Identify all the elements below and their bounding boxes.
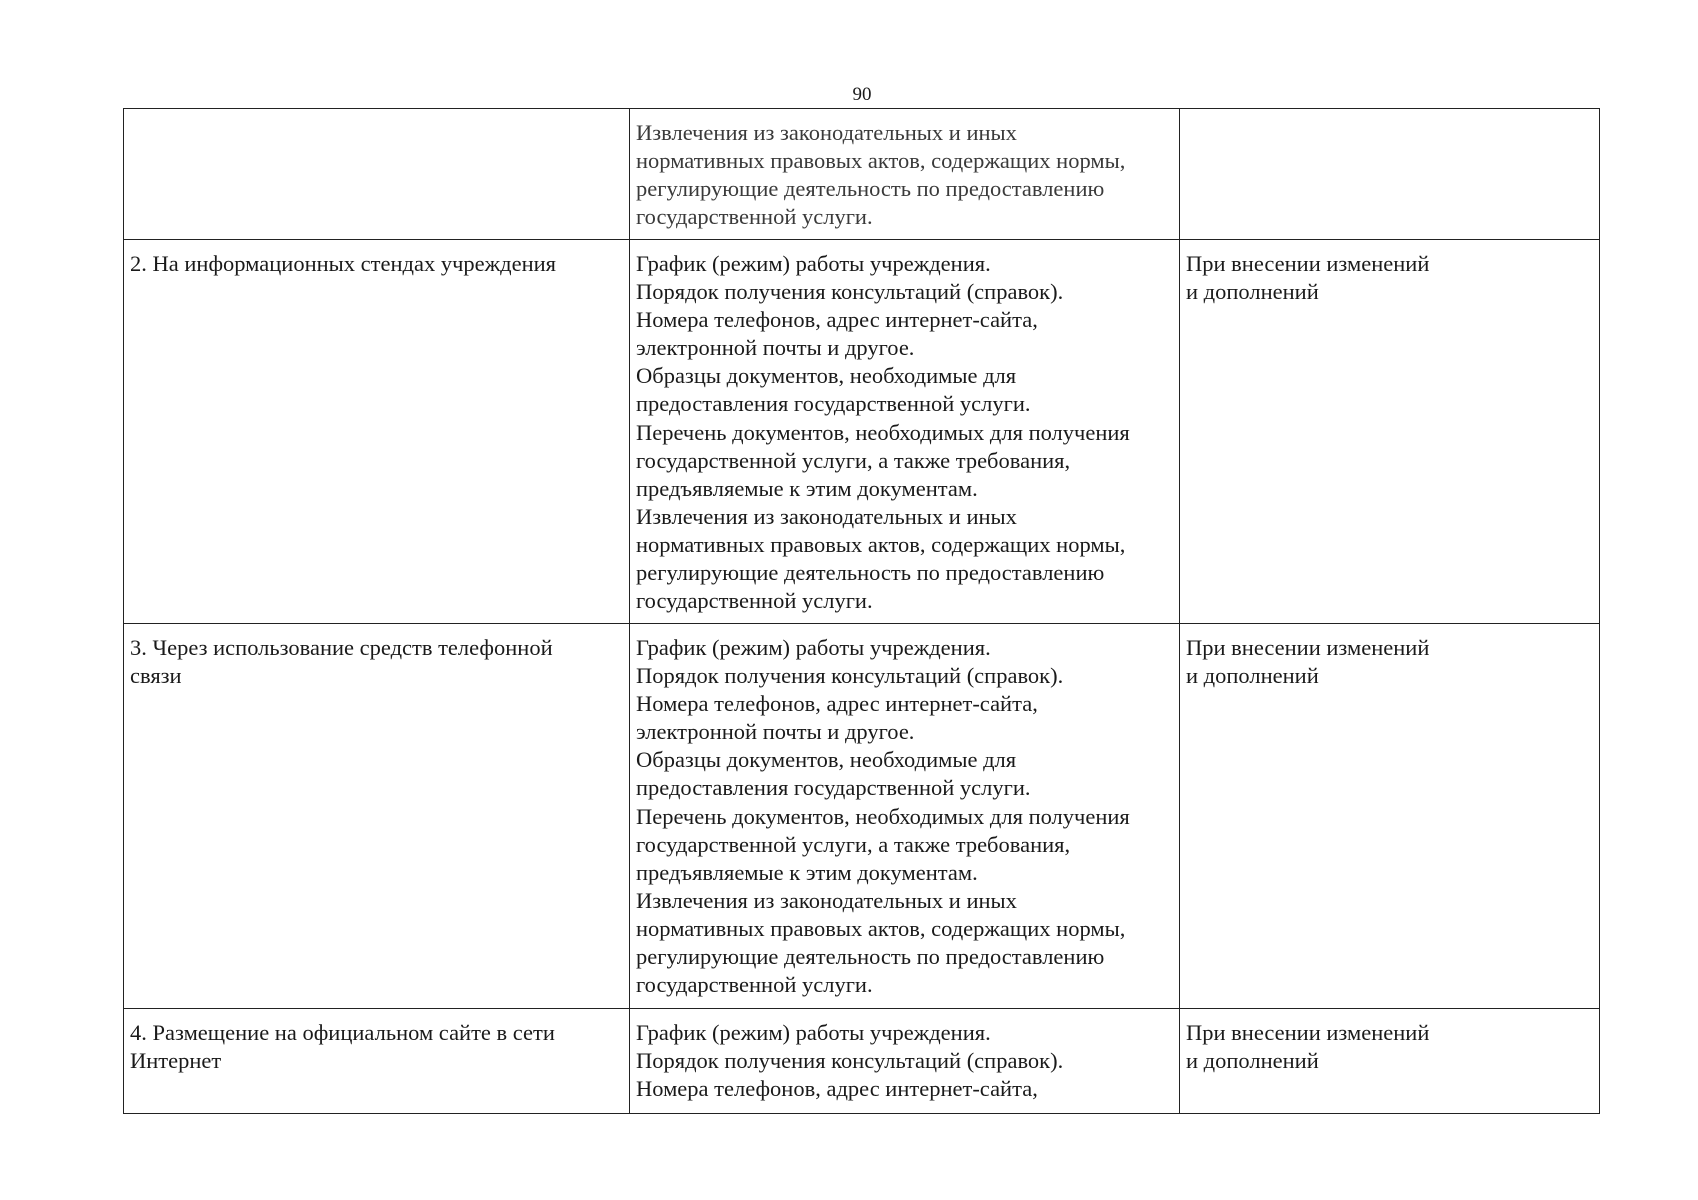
content-line: государственной услуги.: [636, 972, 873, 998]
content-line: График (режим) работы учреждения.: [636, 635, 991, 660]
content-line: предоставления государственной услуги.: [636, 391, 1031, 417]
content-cell: [630, 1009, 1180, 1114]
content-line: нормативных правовых актов, содержащих нормы,: [636, 531, 1126, 557]
content-line: предъявляемые к этим документам.: [636, 859, 978, 885]
content-line: Перечень документов, необходимых для получения: [636, 803, 1130, 829]
frequency-cell: [1180, 624, 1600, 1009]
content-cell: [630, 240, 1180, 624]
frequency-line: При внесении изменений: [1186, 635, 1430, 660]
frequency-cell: [1180, 1009, 1600, 1114]
frequency-line: При внесении изменений: [1186, 251, 1430, 276]
frequency-line: и дополнений: [1186, 279, 1319, 305]
content-cell: [630, 109, 1180, 240]
frequency-cell: [1180, 240, 1600, 624]
method-cell: [124, 624, 630, 1009]
frequency-line: и дополнений: [1186, 663, 1319, 689]
content-line: Номера телефонов, адрес интернет-сайта,: [636, 307, 1038, 333]
content-line: Порядок получения консультаций (справок).: [636, 279, 1064, 305]
content-line: регулирующие деятельность по предоставлению: [636, 560, 1105, 586]
content-cell: [630, 624, 1180, 1009]
information-table: [123, 108, 1600, 1114]
frequency-cell: [1180, 109, 1600, 240]
content-line: Извлечения из законодательных и иных: [636, 503, 1017, 529]
frequency-line: и дополнений: [1186, 1048, 1319, 1074]
content-line: предоставления государственной услуги.: [636, 775, 1031, 801]
page-number: 90: [852, 84, 872, 105]
content-line: государственной услуги.: [636, 204, 873, 230]
content-line: нормативных правовых актов, содержащих нормы,: [636, 915, 1126, 941]
content-line: График (режим) работы учреждения.: [636, 251, 991, 276]
method-cell: [124, 240, 630, 624]
content-line: предъявляемые к этим документам.: [636, 475, 978, 501]
content-line: Порядок получения консультаций (справок).: [636, 1048, 1064, 1074]
content-line: регулирующие деятельность по предоставлению: [636, 176, 1105, 202]
content-line: государственной услуги.: [636, 588, 873, 614]
content-line: Номера телефонов, адрес интернет-сайта,: [636, 691, 1038, 717]
content-line: Порядок получения консультаций (справок).: [636, 663, 1064, 689]
table-row: [124, 1009, 1600, 1114]
content-line: государственной услуги, а также требования,: [636, 447, 1071, 473]
content-line: Извлечения из законодательных и иных: [636, 887, 1017, 913]
content-line: Перечень документов, необходимых для получения: [636, 419, 1130, 445]
content-line: нормативных правовых актов, содержащих нормы,: [636, 148, 1126, 174]
method-line: Интернет: [130, 1048, 222, 1074]
content-line: Извлечения из законодательных и иных: [636, 120, 1017, 145]
method-line: 2. На информационных стендах учреждения: [130, 251, 557, 276]
content-line: Образцы документов, необходимые для: [636, 747, 1017, 773]
content-line: регулирующие деятельность по предоставлению: [636, 944, 1105, 970]
content-line: электронной почты и другое.: [636, 719, 915, 745]
method-line: 4. Размещение на официальном сайте в сети: [130, 1020, 555, 1045]
method-cell: [124, 1009, 630, 1114]
content-line: государственной услуги, а также требования,: [636, 831, 1071, 857]
method-line: 3. Через использование средств телефонной: [130, 635, 553, 660]
content-line: График (режим) работы учреждения.: [636, 1020, 991, 1045]
table-row: [124, 624, 1600, 1009]
table-row: [124, 240, 1600, 624]
method-line: связи: [130, 663, 182, 689]
frequency-line: При внесении изменений: [1186, 1020, 1430, 1045]
method-cell: [124, 109, 630, 240]
content-line: Номера телефонов, адрес интернет-сайта,: [636, 1076, 1038, 1102]
content-line: электронной почты и другое.: [636, 335, 915, 361]
table-row: [124, 109, 1600, 240]
content-line: Образцы документов, необходимые для: [636, 363, 1017, 389]
